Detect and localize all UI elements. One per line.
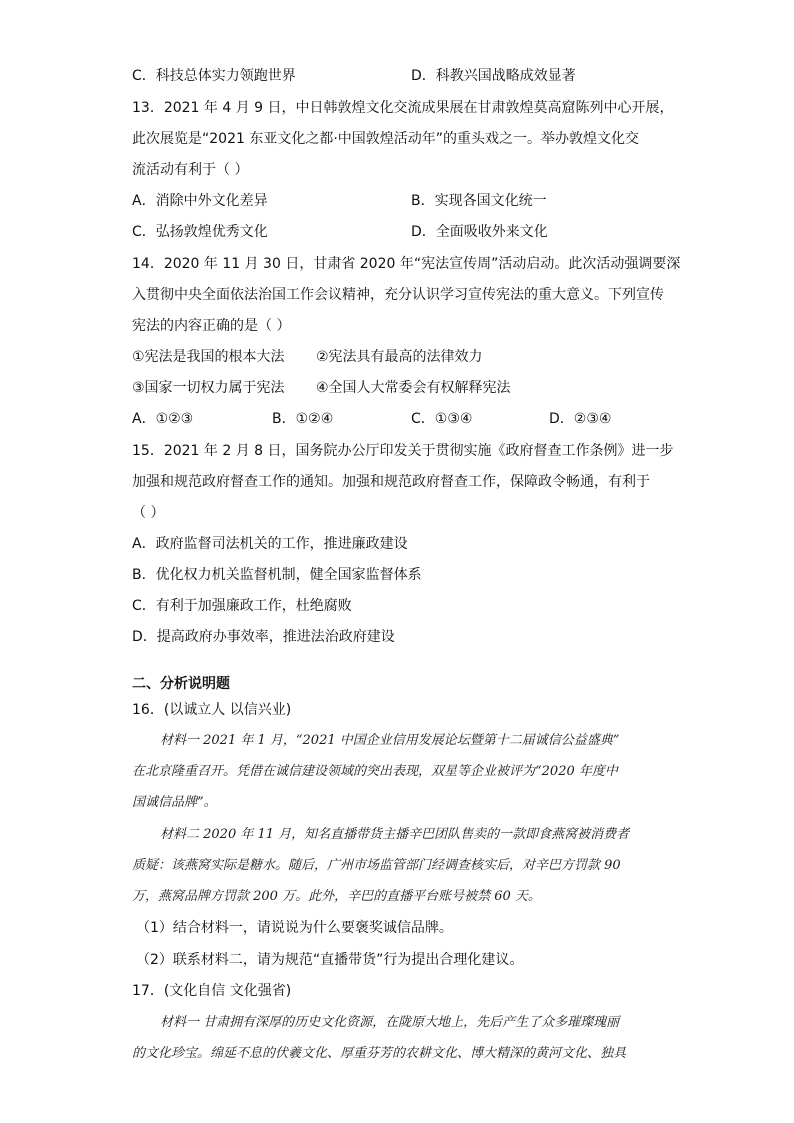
q16-heading: 16．(以诚立人 以信兴业) (132, 702, 292, 718)
q16-material1-line1: 材料一 2021 年 1 月，“2021 中国企业信用发展论坛暨第十二届诚信公益盛典” (160, 733, 620, 748)
q13-option-c: C．弘扬敦煌优秀文化 (132, 224, 268, 240)
q16-material1-line2: 在北京隆重召开。凭借在诚信建设领域的突出表现，双星等企业被评为“2020 年度中 (132, 764, 618, 779)
q13-stem-line2: 此次展览是“2021 东亚文化之都·中国敦煌活动年”的重头戏之一。举办敦煌文化交 (132, 131, 640, 147)
q14-option-a: A．①②③ (132, 411, 194, 427)
q15-option-a: A．政府监督司法机关的工作，推进廉政建设 (132, 536, 408, 552)
q16-material1-line3: 国诚信品牌”。 (132, 795, 217, 810)
q14-option-d: D．②③④ (549, 411, 612, 427)
q14-stem-line2: 入贯彻中央全面依法治国工作会议精神，充分认识学习宣传宪法的重大意义。下列宣传 (132, 287, 664, 303)
q15-option-d: D．提高政府办事效率，推进法治政府建设 (132, 629, 395, 645)
q15-stem-line1: 15．2021 年 2 月 8 日，国务院办公厅印发关于贯彻实施《政府督查工作条例》进一步 (132, 443, 674, 459)
q16-material2-line2: 质疑：该燕窝实际是糖水。随后，广州市场监管部门经调查核实后，对辛巴方罚款 90 (132, 858, 621, 873)
q14-option-c: C．①③④ (411, 411, 473, 427)
q16-subquestion-2: （2）联系材料二，请为规范“直播带货”行为提出合理化建议。 (136, 952, 524, 968)
q16-material2-line3: 万，燕窝品牌方罚款 200 万。此外，辛巴的直播平台账号被禁 60 天。 (132, 889, 541, 904)
q16-material2-line1: 材料二 2020 年 11 月，知名直播带货主播辛巴团队售卖的一款即食燕窝被消费者 (160, 827, 630, 842)
q15-option-c: C．有利于加强廉政工作，杜绝腐败 (132, 598, 352, 614)
q15-stem-line2: 加强和规范政府督查工作的通知。加强和规范政府督查工作，保障政令畅通，有利于 (132, 474, 650, 490)
q14-item-3: ③国家一切权力属于宪法 (132, 380, 285, 396)
q17-material1-line2: 的文化珍宝。绵延不息的伏羲文化、厚重芬芳的农耕文化、博大精深的黄河文化、独具 (132, 1046, 627, 1061)
q12-option-d: D．科教兴国战略成效显著 (411, 68, 576, 84)
q14-item-1: ①宪法是我国的根本大法 (132, 349, 285, 365)
q17-material1-line1: 材料一 甘肃拥有深厚的历史文化资源，在陇原大地上，先后产生了众多璀璨瑰丽 (160, 1015, 620, 1030)
section-title: 二、分析说明题 (132, 676, 230, 692)
q14-option-b: B．①②④ (272, 411, 334, 427)
q13-option-b: B．实现各国文化统一 (411, 193, 547, 209)
q14-stem-line3: 宪法的内容正确的是（ ） (132, 318, 291, 334)
q13-option-a: A．消除中外文化差异 (132, 193, 268, 209)
q13-option-d: D．全面吸收外来文化 (411, 224, 548, 240)
q12-option-c: C．科技总体实力领跑世界 (132, 68, 296, 84)
q13-stem-line1: 13．2021 年 4 月 9 日，中日韩敦煌文化交流成果展在甘肃敦煌莫高窟陈列中心开展， (132, 100, 674, 116)
q14-item-4: ④全国人大常委会有权解释宪法 (316, 380, 511, 396)
q15-option-b: B．优化权力机关监督机制，健全国家监督体系 (132, 567, 422, 583)
q14-stem-line1: 14．2020 年 11 月 30 日，甘肃省 2020 年“宪法宣传周”活动启动。此次活动强调要深 (132, 256, 681, 272)
q14-item-2: ②宪法具有最高的法律效力 (316, 349, 483, 365)
q15-stem-line3: （ ） (132, 505, 165, 521)
q13-stem-line3: 流活动有利于（ ） (132, 162, 249, 178)
q17-heading: 17．(文化自信 文化强省) (132, 983, 292, 999)
q16-subquestion-1: （1）结合材料一，请说说为什么要褒奖诚信品牌。 (136, 920, 453, 936)
